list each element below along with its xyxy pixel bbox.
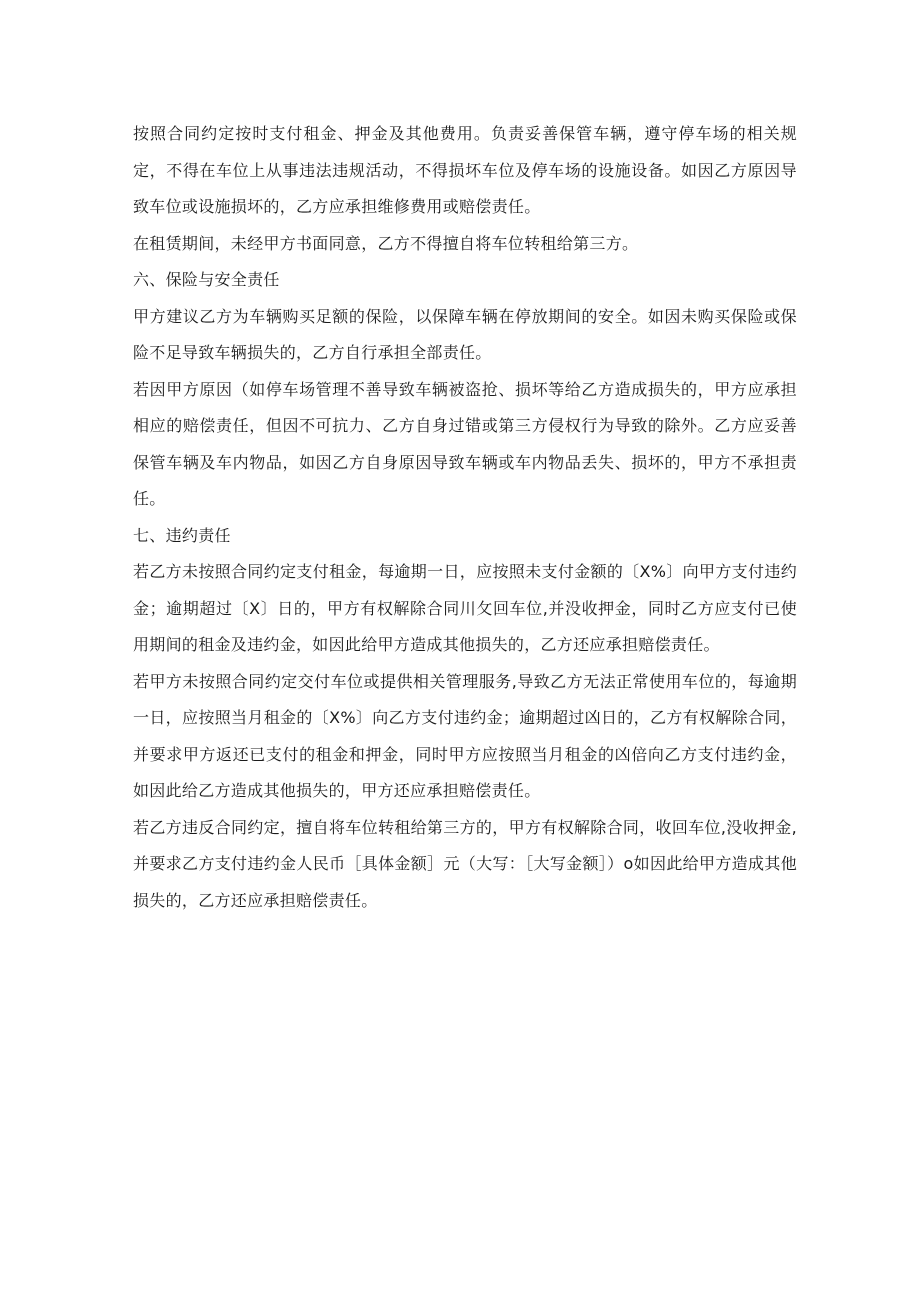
paragraph-illegal-sublease: 若乙方违反合同约定，擅自将车位转租给第三方的，甲方有权解除合同，收回车位,没收押金,并要求乙方支付违约金人民币［具体金额］元（大写：［大写金额］）o如因此给甲方造成其他损失的，乙方还应承担赔偿责任。: [133, 817, 797, 910]
paragraph-landlord-breach: 若甲方未按照合同约定交付车位或提供相关管理服务,导致乙方无法正常使用车位的，每逾期一日，应按照当月租金的〔X%〕向乙方支付违约金；逾期超过凶日的，乙方有权解除合同，并要求甲方返还已支付的租金和押金，同时甲方应按照当月租金的凶倍向乙方支付违约金，如因此给乙方造成其他损失的，甲方还应承担赔偿责任。: [133, 671, 797, 800]
document-body: [133, 116, 797, 919]
paragraph-landlord-liability: 若因甲方原因（如停车场管理不善导致车辆被盗抢、损坏等给乙方造成损失的，甲方应承担相应的赔偿责任，但因不可抗力、乙方自身过错或第三方侵权行为导致的除外。乙方应妥善保管车辆及车内物品，如因乙方自身原因导致车辆或车内物品丢失、损坏的，甲方不承担责任。: [133, 379, 797, 508]
paragraph-tenant-late-payment: 若乙方未按照合同约定支付租金，每逾期一日，应按照未支付金额的〔X%〕向甲方支付违约金；逾期超过〔X〕日的，甲方有权解除合同川攵回车位,并没收押金，同时乙方应支付已使用期间的租金及违约金，如因此给甲方造成其他损失的，乙方还应承担赔偿责任。: [133, 562, 797, 654]
paragraph-insurance-advice: 甲方建议乙方为车辆购买足额的保险，以保障车辆在停放期间的安全。如因未购买保险或保险不足导致车辆损失的，乙方自行承担全部责任。: [133, 306, 797, 362]
section-heading-insurance: 六、保险与安全责任: [133, 270, 280, 289]
paragraph-sublease-restriction: 在租赁期间，未经甲方书面同意，乙方不得擅自将车位转租给第三方。: [133, 233, 639, 253]
section-heading-breach: 七、违约责任: [133, 525, 231, 545]
paragraph-tenant-obligations: 按照合同约定按时支付租金、押金及其他费用。负责妥善保管车辆，遵守停车场的相关规定，不得在车位上从事违法违规活动，不得损坏车位及停车场的设施设备。如因乙方原因导致车位或设施损坏的，乙方应承担维修费用或赔偿责任。: [133, 124, 797, 216]
